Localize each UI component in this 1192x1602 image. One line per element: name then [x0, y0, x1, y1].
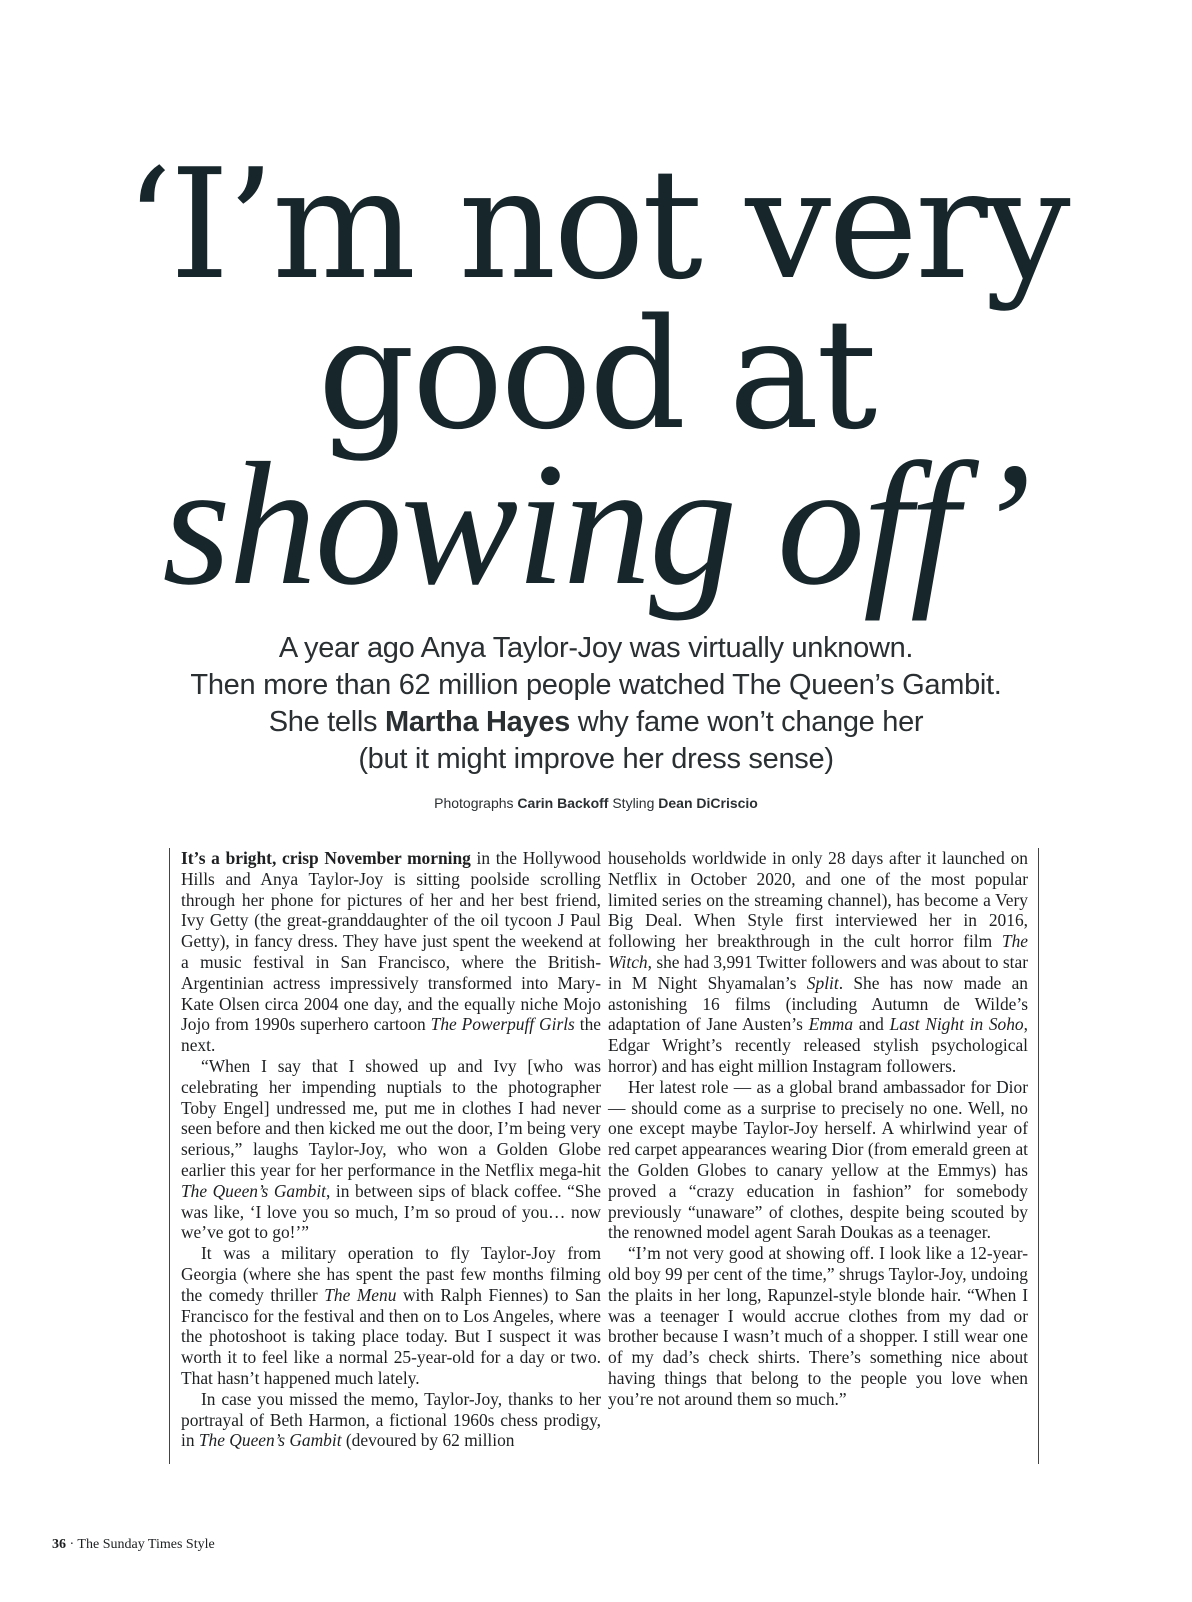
standfirst-pre: She tells	[268, 706, 385, 738]
standfirst-line-2: Then more than 62 million people watched The Queen’s Gambit.	[190, 669, 1002, 701]
paragraph-text: , Edgar Wright’s recently released stylish psychological horror) and has eight million Instagram followers.	[608, 1014, 1028, 1076]
styling-label: Styling	[612, 795, 655, 811]
title-reference: Split	[806, 972, 839, 993]
publication-name: The Sunday Times Style	[77, 1537, 215, 1552]
article-column-right	[608, 848, 1039, 1464]
paragraph-text: In case you missed the memo, Taylor-Joy, thanks to her portrayal of Beth Harmon, a fictional 1960s chess prodigy, in	[181, 1388, 601, 1451]
title-reference: The Queen’s Gambit	[198, 1430, 342, 1451]
paragraph-4	[181, 1389, 601, 1451]
paragraph-1	[181, 848, 601, 1056]
paragraph-text: It was a military operation to fly Taylor-Joy from Georgia (where she has spent the past few months filming the comedy thriller	[181, 1243, 601, 1305]
photo-credits	[0, 795, 1192, 811]
headline-line-3: showing off’	[162, 427, 1030, 622]
paragraph-text: households worldwide in only 28 days after it launched on Netflix in October 2020, and one of the most popular limited series on the streaming channel), has become a Very Big Deal. When Style first interviewed her in 2016, following her breakthrough in the cult horror film	[608, 848, 1028, 952]
headline-line-2: good at	[317, 286, 875, 463]
lead-in: It’s a bright, crisp November morning	[181, 848, 471, 868]
headline	[0, 136, 1192, 622]
author-name: Martha Hayes	[385, 706, 570, 738]
title-reference: The Powerpuff Girls	[430, 1014, 575, 1035]
standfirst-line-3	[96, 704, 1096, 741]
standfirst-line-1: A year ago Anya Taylor-Joy was virtually unknown.	[278, 632, 914, 664]
paragraph-6: Her latest role — as a global brand ambassador for Dior — should come as a surprise to precisely no one. Well, no one except maybe Taylor-Joy herself. A whirlwind year of red carpet appearances wearing Dior (from emerald green at the Golden Globes to canary yellow at the Emmys) has proved a “crazy education in fashion” for somebody previously “unaware” of clothes, despite being scouted by the renowned model agent Sarah Doukas as a teenager.	[608, 1076, 1028, 1243]
paragraph-text: in the Hollywood Hills and Anya Taylor-Joy is sitting poolside scrolling through her phone for pictures of her and her best friend, Ivy Getty (the great-granddaughter of the oil tycoon J Paul Getty), in fancy dress. They have just spent the weekend at a music festival in San Francisco, where the British-Argentinian actress impressively transformed into Mary-Kate Olsen circa 2004 one day, and the equally niche Mojo Jojo from 1990s superhero cartoon	[181, 848, 601, 1035]
paragraph-text: , in between sips of black coffee. “She was like, ‘I love you so much, I’m so proud of you… now we’ve got to go!’”	[181, 1180, 601, 1243]
standfirst	[96, 630, 1096, 778]
paragraph-text: “When I say that I showed up and Ivy [who was celebrating her impending nuptials to the photographer Toby Engel] undressed me, put me in clothes I had never seen before and then kicked me out the door, I’m being very serious,” laughs Taylor-Joy, who won a Golden Globe earlier this year for her performance in the Netflix mega-hit	[181, 1055, 601, 1180]
page-folio	[52, 1537, 215, 1553]
title-reference: Emma	[808, 1014, 854, 1035]
paragraph-text: . She has now made an astonishing 16 films (including Autumn de Wilde’s adaptation of Jane Austen’s	[608, 972, 1028, 1035]
folio-separator: ·	[66, 1537, 78, 1552]
standfirst-line-4: (but it might improve her dress sense)	[358, 743, 834, 775]
photographs-label: Photographs	[434, 795, 514, 811]
paragraph-5	[608, 848, 1028, 1077]
page-number: 36	[52, 1537, 66, 1552]
paragraph-text: the next.	[181, 1014, 601, 1056]
title-reference: The Queen’s Gambit	[181, 1180, 327, 1201]
paragraph-text: , she had 3,991 Twitter followers and was about to star in M Night Shyamalan’s	[608, 951, 1028, 993]
standfirst-post: why fame won’t change her	[570, 706, 924, 738]
title-reference: The Menu	[324, 1284, 397, 1305]
paragraph-3	[181, 1243, 601, 1389]
paragraph-7: “I’m not very good at showing off. I look like a 12-year-old boy 99 per cent of the time,” shrugs Taylor-Joy, undoing the plaits in her long, Rapunzel-style blonde hair. “When I was a teenager I would accrue clothes from my dad or brother because I wasn’t much of a shopper. I still wear one of my dad’s check shirts. There’s something nice about having things that belong to the people you love when you’re not around them so much.”	[608, 1243, 1028, 1409]
paragraph-text: (devoured by 62 million	[341, 1430, 515, 1451]
stylist-name: Dean DiCriscio	[658, 795, 758, 811]
paragraph-text: with Ralph Fiennes) to San Francisco for the festival and then on to Los Angeles, where the photoshoot is taking place today. But I suspect it was worth it to feel like a normal 25-year-old for a day or two. That hasn’t happened much lately.	[181, 1284, 602, 1388]
article-column-left	[169, 848, 601, 1464]
title-reference: The Witch	[608, 931, 1028, 972]
title-reference: Last Night in Soho	[889, 1014, 1024, 1035]
headline-line-1: ‘I’m not very	[124, 136, 1068, 313]
paragraph-2	[181, 1056, 601, 1243]
photographer-name: Carin Backoff	[517, 795, 609, 811]
paragraph-text: and	[853, 1014, 890, 1035]
